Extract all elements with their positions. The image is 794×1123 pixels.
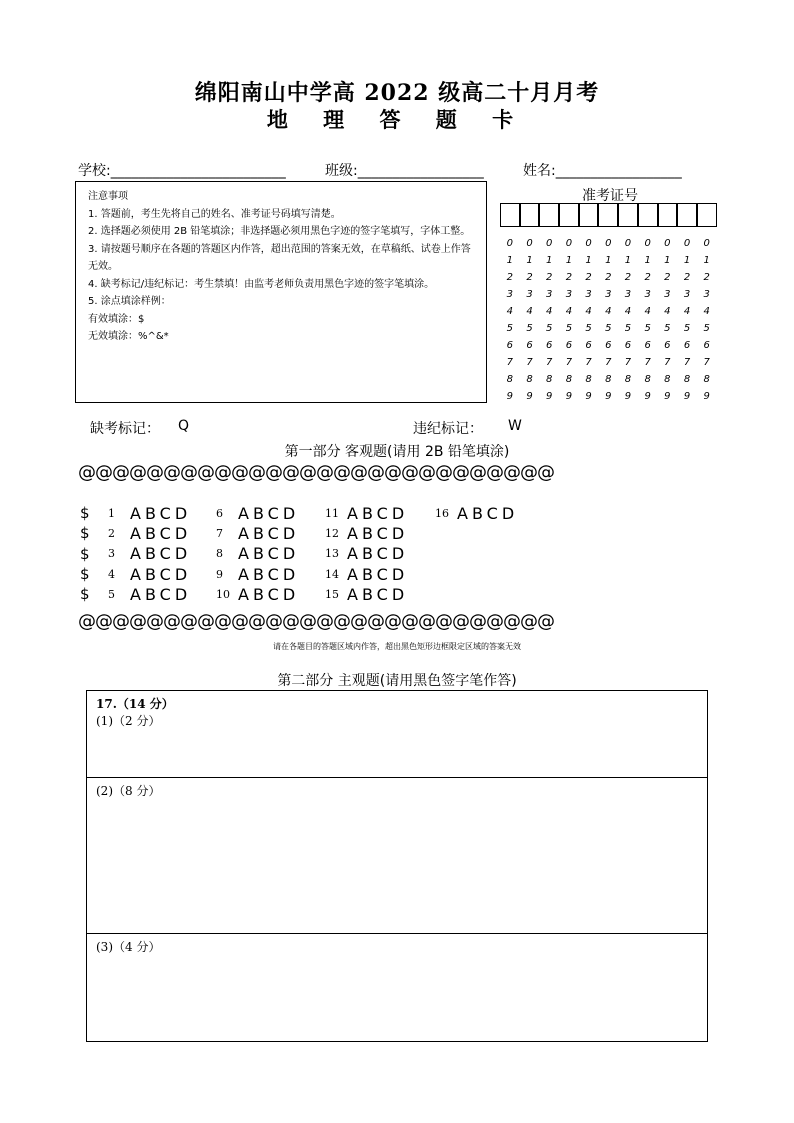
question-number: 10 xyxy=(216,587,230,601)
question-number: 12 xyxy=(325,526,339,540)
question-row xyxy=(325,503,408,523)
filled-bubble: $ xyxy=(80,585,90,604)
digit-bubble[interactable]: 0 xyxy=(624,238,632,249)
digit-bubble[interactable]: 1 xyxy=(664,255,671,266)
digit-row xyxy=(500,374,720,391)
digit-bubble[interactable]: 1 xyxy=(506,255,514,266)
digit-bubble[interactable]: 4 xyxy=(664,306,671,317)
digit-bubble[interactable]: 9 xyxy=(624,391,632,402)
digit-bubble[interactable]: 4 xyxy=(565,306,573,317)
digit-bubble[interactable]: 7 xyxy=(683,357,691,368)
digit-bubble[interactable]: 2 xyxy=(526,272,533,283)
id-box[interactable] xyxy=(638,203,658,227)
digit-bubble[interactable]: 8 xyxy=(526,374,533,385)
digit-bubble[interactable]: 9 xyxy=(506,391,514,402)
digit-bubble[interactable]: 6 xyxy=(664,340,671,351)
digit-bubble[interactable]: 2 xyxy=(506,272,514,283)
exam-id-boxes xyxy=(500,203,717,227)
digit-bubble[interactable]: 8 xyxy=(506,374,514,385)
question-column xyxy=(325,503,408,604)
choice-bubbles[interactable]: ABCD xyxy=(347,503,409,523)
id-box[interactable] xyxy=(658,203,678,227)
digit-bubble[interactable]: 2 xyxy=(565,272,573,283)
id-box[interactable] xyxy=(697,203,717,227)
digit-bubble[interactable]: 4 xyxy=(683,306,691,317)
digit-bubble[interactable]: 8 xyxy=(546,374,553,385)
digit-bubble[interactable]: 9 xyxy=(605,391,612,402)
digit-bubble[interactable]: 1 xyxy=(605,255,612,266)
digit-bubble[interactable]: 3 xyxy=(585,289,592,300)
question-number: 8 xyxy=(216,547,223,561)
id-box[interactable] xyxy=(500,203,520,227)
digit-bubble[interactable]: 4 xyxy=(506,306,514,317)
name-field[interactable]: 姓名:__________________ xyxy=(523,163,682,179)
note-item: 1. 答题前，考生先将自己的姓名、准考证号码填写清楚。 xyxy=(88,208,341,220)
digit-bubble[interactable]: 5 xyxy=(506,323,514,334)
digit-bubble[interactable]: 6 xyxy=(683,340,691,351)
digit-bubble[interactable]: 8 xyxy=(605,374,612,385)
digit-bubble[interactable]: 0 xyxy=(565,238,573,249)
digit-bubble[interactable]: 6 xyxy=(565,340,573,351)
digit-bubble[interactable]: 7 xyxy=(624,357,632,368)
choice-bubbles[interactable]: ABCD xyxy=(238,584,300,604)
digit-bubble[interactable]: 7 xyxy=(506,357,514,368)
digit-bubble[interactable]: 5 xyxy=(664,323,671,334)
choice-bubbles[interactable]: ABCD xyxy=(130,523,192,543)
digit-bubble[interactable]: 8 xyxy=(624,374,632,385)
sub2-label: (2)（8 分） xyxy=(96,784,161,798)
digit-row xyxy=(500,272,720,289)
question-row xyxy=(80,523,191,543)
question-row xyxy=(216,544,299,564)
answer-box-17-3[interactable] xyxy=(86,933,708,1042)
digit-bubble[interactable]: 2 xyxy=(703,272,710,283)
school-field[interactable]: 学校:_________________________ xyxy=(78,163,286,179)
digit-bubble[interactable]: 3 xyxy=(664,289,671,300)
digit-bubble[interactable]: 7 xyxy=(605,357,612,368)
digit-bubble[interactable]: 3 xyxy=(605,289,612,300)
digit-bubble[interactable]: 5 xyxy=(624,323,632,334)
digit-bubble[interactable]: 8 xyxy=(703,374,710,385)
note-item: 4. 缺考标记/违纪标记：考生禁填！由监考老师负责用黑色字迹的签字笔填涂。 xyxy=(88,278,435,290)
digit-bubble[interactable]: 8 xyxy=(644,374,651,385)
question-column xyxy=(216,503,299,604)
digit-bubble[interactable]: 8 xyxy=(683,374,691,385)
digit-bubble[interactable]: 2 xyxy=(546,272,553,283)
digit-bubble[interactable]: 7 xyxy=(644,357,651,368)
digit-row xyxy=(500,306,720,323)
question-row xyxy=(216,503,299,523)
digit-bubble[interactable]: 2 xyxy=(585,272,592,283)
choice-bubbles[interactable]: ABCD xyxy=(130,564,192,584)
digit-bubble[interactable]: 3 xyxy=(703,289,710,300)
question-number: 9 xyxy=(216,567,223,581)
digit-bubble[interactable]: 6 xyxy=(624,340,632,351)
choice-bubbles[interactable]: ABCD xyxy=(347,544,409,564)
digit-bubble[interactable]: 3 xyxy=(565,289,573,300)
digit-bubble[interactable]: 5 xyxy=(683,323,691,334)
digit-bubble[interactable]: 8 xyxy=(565,374,573,385)
card-subtitle: 地 理 答 题 卡 xyxy=(266,107,528,132)
digit-bubble[interactable]: 5 xyxy=(703,323,710,334)
id-box[interactable] xyxy=(598,203,618,227)
choice-bubbles[interactable]: ABCD xyxy=(347,523,409,543)
choice-bubbles[interactable]: ABCD xyxy=(457,503,519,523)
id-box[interactable] xyxy=(539,203,559,227)
answer-box-17-2[interactable] xyxy=(86,777,708,934)
digit-bubble[interactable]: 0 xyxy=(546,238,553,249)
digit-bubble[interactable]: 3 xyxy=(506,289,514,300)
question-number: 16 xyxy=(435,506,449,520)
answer-box-17-1[interactable] xyxy=(86,690,708,778)
choice-bubbles[interactable]: ABCD xyxy=(238,523,300,543)
question-number: 11 xyxy=(325,506,339,520)
exam-id-bubbles xyxy=(500,238,720,408)
digit-bubble[interactable]: 3 xyxy=(683,289,691,300)
digit-bubble[interactable]: 1 xyxy=(546,255,553,266)
digit-bubble[interactable]: 1 xyxy=(644,255,651,266)
digit-bubble[interactable]: 7 xyxy=(546,357,553,368)
digit-row xyxy=(500,323,720,340)
choice-bubbles[interactable]: ABCD xyxy=(238,544,300,564)
digit-bubble[interactable]: 8 xyxy=(664,374,671,385)
digit-bubble[interactable]: 5 xyxy=(585,323,592,334)
digit-bubble[interactable]: 1 xyxy=(565,255,573,266)
note-item: 5. 涂点填涂样例： xyxy=(88,296,171,307)
question-row xyxy=(216,564,299,584)
choice-bubbles[interactable]: ABCD xyxy=(130,544,192,564)
digit-bubble[interactable]: 0 xyxy=(526,238,533,249)
digit-row xyxy=(500,340,720,357)
digit-bubble[interactable]: 0 xyxy=(703,238,710,249)
filled-bubble: $ xyxy=(80,524,90,543)
digit-bubble[interactable]: 7 xyxy=(565,357,573,368)
exam-id-title: 准考证号 xyxy=(582,188,638,204)
digit-bubble[interactable]: 5 xyxy=(605,323,612,334)
question-number: 5 xyxy=(108,587,115,601)
choice-bubbles[interactable]: ABCD xyxy=(130,503,192,523)
digit-bubble[interactable]: 4 xyxy=(624,306,632,317)
digit-bubble[interactable]: 4 xyxy=(644,306,651,317)
id-box[interactable] xyxy=(677,203,697,227)
digit-bubble[interactable]: 3 xyxy=(624,289,632,300)
digit-row xyxy=(500,255,720,272)
question-row xyxy=(80,503,191,523)
digit-bubble[interactable]: 4 xyxy=(546,306,553,317)
filled-bubble: $ xyxy=(80,504,90,523)
violation-label: 违纪标记： xyxy=(413,421,483,437)
digit-bubble[interactable]: 2 xyxy=(683,272,691,283)
digit-bubble[interactable]: 7 xyxy=(703,357,710,368)
question-row xyxy=(216,523,299,543)
question-row xyxy=(80,564,191,584)
digit-bubble[interactable]: 0 xyxy=(664,238,671,249)
digit-row xyxy=(500,289,720,306)
digit-bubble[interactable]: 2 xyxy=(605,272,612,283)
digit-bubble[interactable]: 6 xyxy=(506,340,514,351)
digit-bubble[interactable]: 6 xyxy=(526,340,533,351)
filled-bubble: $ xyxy=(80,544,90,563)
notes-box xyxy=(75,181,487,403)
timing-marks-bottom: @@@@@@@@@@@@@@@@@@@@@@@@@@@@ xyxy=(78,611,554,632)
digit-bubble[interactable]: 9 xyxy=(565,391,573,402)
absent-label: 缺考标记： xyxy=(90,421,160,437)
violation-mark[interactable]: W xyxy=(508,418,522,434)
digit-bubble[interactable]: 1 xyxy=(585,255,592,266)
digit-bubble[interactable]: 6 xyxy=(703,340,710,351)
digit-bubble[interactable]: 4 xyxy=(585,306,592,317)
sub1-label: (1)（2 分） xyxy=(96,714,161,728)
digit-bubble[interactable]: 2 xyxy=(644,272,651,283)
digit-bubble[interactable]: 3 xyxy=(644,289,651,300)
question-row xyxy=(325,544,408,564)
question-number: 14 xyxy=(325,567,339,581)
digit-bubble[interactable]: 5 xyxy=(526,323,533,334)
digit-bubble[interactable]: 4 xyxy=(526,306,533,317)
question-column xyxy=(80,503,191,604)
choice-bubbles[interactable]: ABCD xyxy=(238,564,300,584)
digit-bubble[interactable]: 0 xyxy=(605,238,612,249)
digit-bubble[interactable]: 9 xyxy=(546,391,553,402)
exam-title: 绵阳南山中学高 2022 级高二十月月考 xyxy=(194,80,600,106)
digit-bubble[interactable]: 6 xyxy=(605,340,612,351)
digit-bubble[interactable]: 1 xyxy=(683,255,691,266)
choice-bubbles[interactable]: ABCD xyxy=(130,584,192,604)
digit-bubble[interactable]: 7 xyxy=(526,357,533,368)
digit-bubble[interactable]: 9 xyxy=(703,391,710,402)
digit-bubble[interactable]: 0 xyxy=(644,238,651,249)
digit-bubble[interactable]: 0 xyxy=(683,238,691,249)
digit-bubble[interactable]: 1 xyxy=(624,255,632,266)
digit-bubble[interactable]: 0 xyxy=(506,238,514,249)
digit-bubble[interactable]: 7 xyxy=(585,357,592,368)
digit-bubble[interactable]: 9 xyxy=(664,391,671,402)
digit-row xyxy=(500,238,720,255)
note-item: 2. 选择题必须使用 2B 铅笔填涂；非选择题必须用黑色字迹的签字笔填写，字体工整。 xyxy=(88,226,471,237)
timing-marks-top: @@@@@@@@@@@@@@@@@@@@@@@@@@@@ xyxy=(78,462,554,483)
question-number: 4 xyxy=(108,567,115,581)
digit-bubble[interactable]: 7 xyxy=(664,357,671,368)
digit-row xyxy=(500,357,720,374)
notes-heading: 注意事项 xyxy=(88,191,128,202)
class-field[interactable]: 班级:__________________ xyxy=(325,163,484,179)
digit-bubble[interactable]: 9 xyxy=(644,391,651,402)
digit-bubble[interactable]: 2 xyxy=(664,272,671,283)
question-row xyxy=(325,584,408,604)
question-number: 6 xyxy=(216,506,223,520)
question-row xyxy=(435,503,518,523)
digit-bubble[interactable]: 9 xyxy=(683,391,691,402)
part1-title: 第一部分 客观题(请用 2B 铅笔填涂) xyxy=(284,444,510,460)
digit-bubble[interactable]: 3 xyxy=(546,289,553,300)
digit-bubble[interactable]: 1 xyxy=(703,255,710,266)
choice-bubbles[interactable]: ABCD xyxy=(347,584,409,604)
question-number: 13 xyxy=(325,547,339,561)
absent-mark[interactable]: Q xyxy=(178,418,190,434)
digit-bubble[interactable]: 1 xyxy=(526,255,533,266)
digit-bubble[interactable]: 8 xyxy=(585,374,592,385)
digit-bubble[interactable]: 4 xyxy=(605,306,612,317)
question-column xyxy=(435,503,518,523)
question-row xyxy=(325,523,408,543)
question-row xyxy=(216,584,299,604)
question-row xyxy=(325,564,408,584)
digit-bubble[interactable]: 3 xyxy=(526,289,533,300)
digit-bubble[interactable]: 0 xyxy=(585,238,592,249)
digit-bubble[interactable]: 6 xyxy=(546,340,553,351)
choice-bubbles[interactable]: ABCD xyxy=(347,564,409,584)
filled-bubble: $ xyxy=(80,565,90,584)
digit-bubble[interactable]: 2 xyxy=(624,272,632,283)
digit-bubble[interactable]: 5 xyxy=(565,323,573,334)
id-box[interactable] xyxy=(559,203,579,227)
digit-bubble[interactable]: 9 xyxy=(526,391,533,402)
question-row xyxy=(80,544,191,564)
valid-sample: 有效填涂：$ xyxy=(88,313,145,325)
id-box[interactable] xyxy=(618,203,638,227)
digit-bubble[interactable]: 4 xyxy=(703,306,710,317)
digit-bubble[interactable]: 5 xyxy=(644,323,651,334)
question-number: 15 xyxy=(325,587,339,601)
id-box[interactable] xyxy=(579,203,599,227)
choice-bubbles[interactable]: ABCD xyxy=(238,503,300,523)
question-number: 3 xyxy=(108,547,115,561)
digit-row xyxy=(500,391,720,408)
note-item: 3. 请按题号顺序在各题的答题区内作答，超出范围的答案无效，在草稿纸、试卷上作答无效。 xyxy=(88,243,471,272)
question-row xyxy=(80,584,191,604)
question-number: 2 xyxy=(108,526,115,540)
answer-area-note: 请在各题目的答题区域内作答，超出黑色矩形边框限定区域的答案无效 xyxy=(273,642,521,651)
sub3-label: (3)（4 分） xyxy=(96,940,161,954)
question-number: 1 xyxy=(108,506,115,520)
question-number: 7 xyxy=(216,526,223,540)
digit-bubble[interactable]: 6 xyxy=(585,340,592,351)
part2-title: 第二部分 主观题(请用黑色签字笔作答) xyxy=(277,673,517,689)
q17-label: 17.（14 分） xyxy=(96,697,174,711)
digit-bubble[interactable]: 9 xyxy=(585,391,592,402)
digit-bubble[interactable]: 5 xyxy=(546,323,553,334)
id-box[interactable] xyxy=(520,203,540,227)
digit-bubble[interactable]: 6 xyxy=(644,340,651,351)
invalid-sample: 无效填涂：%^&* xyxy=(88,331,169,342)
